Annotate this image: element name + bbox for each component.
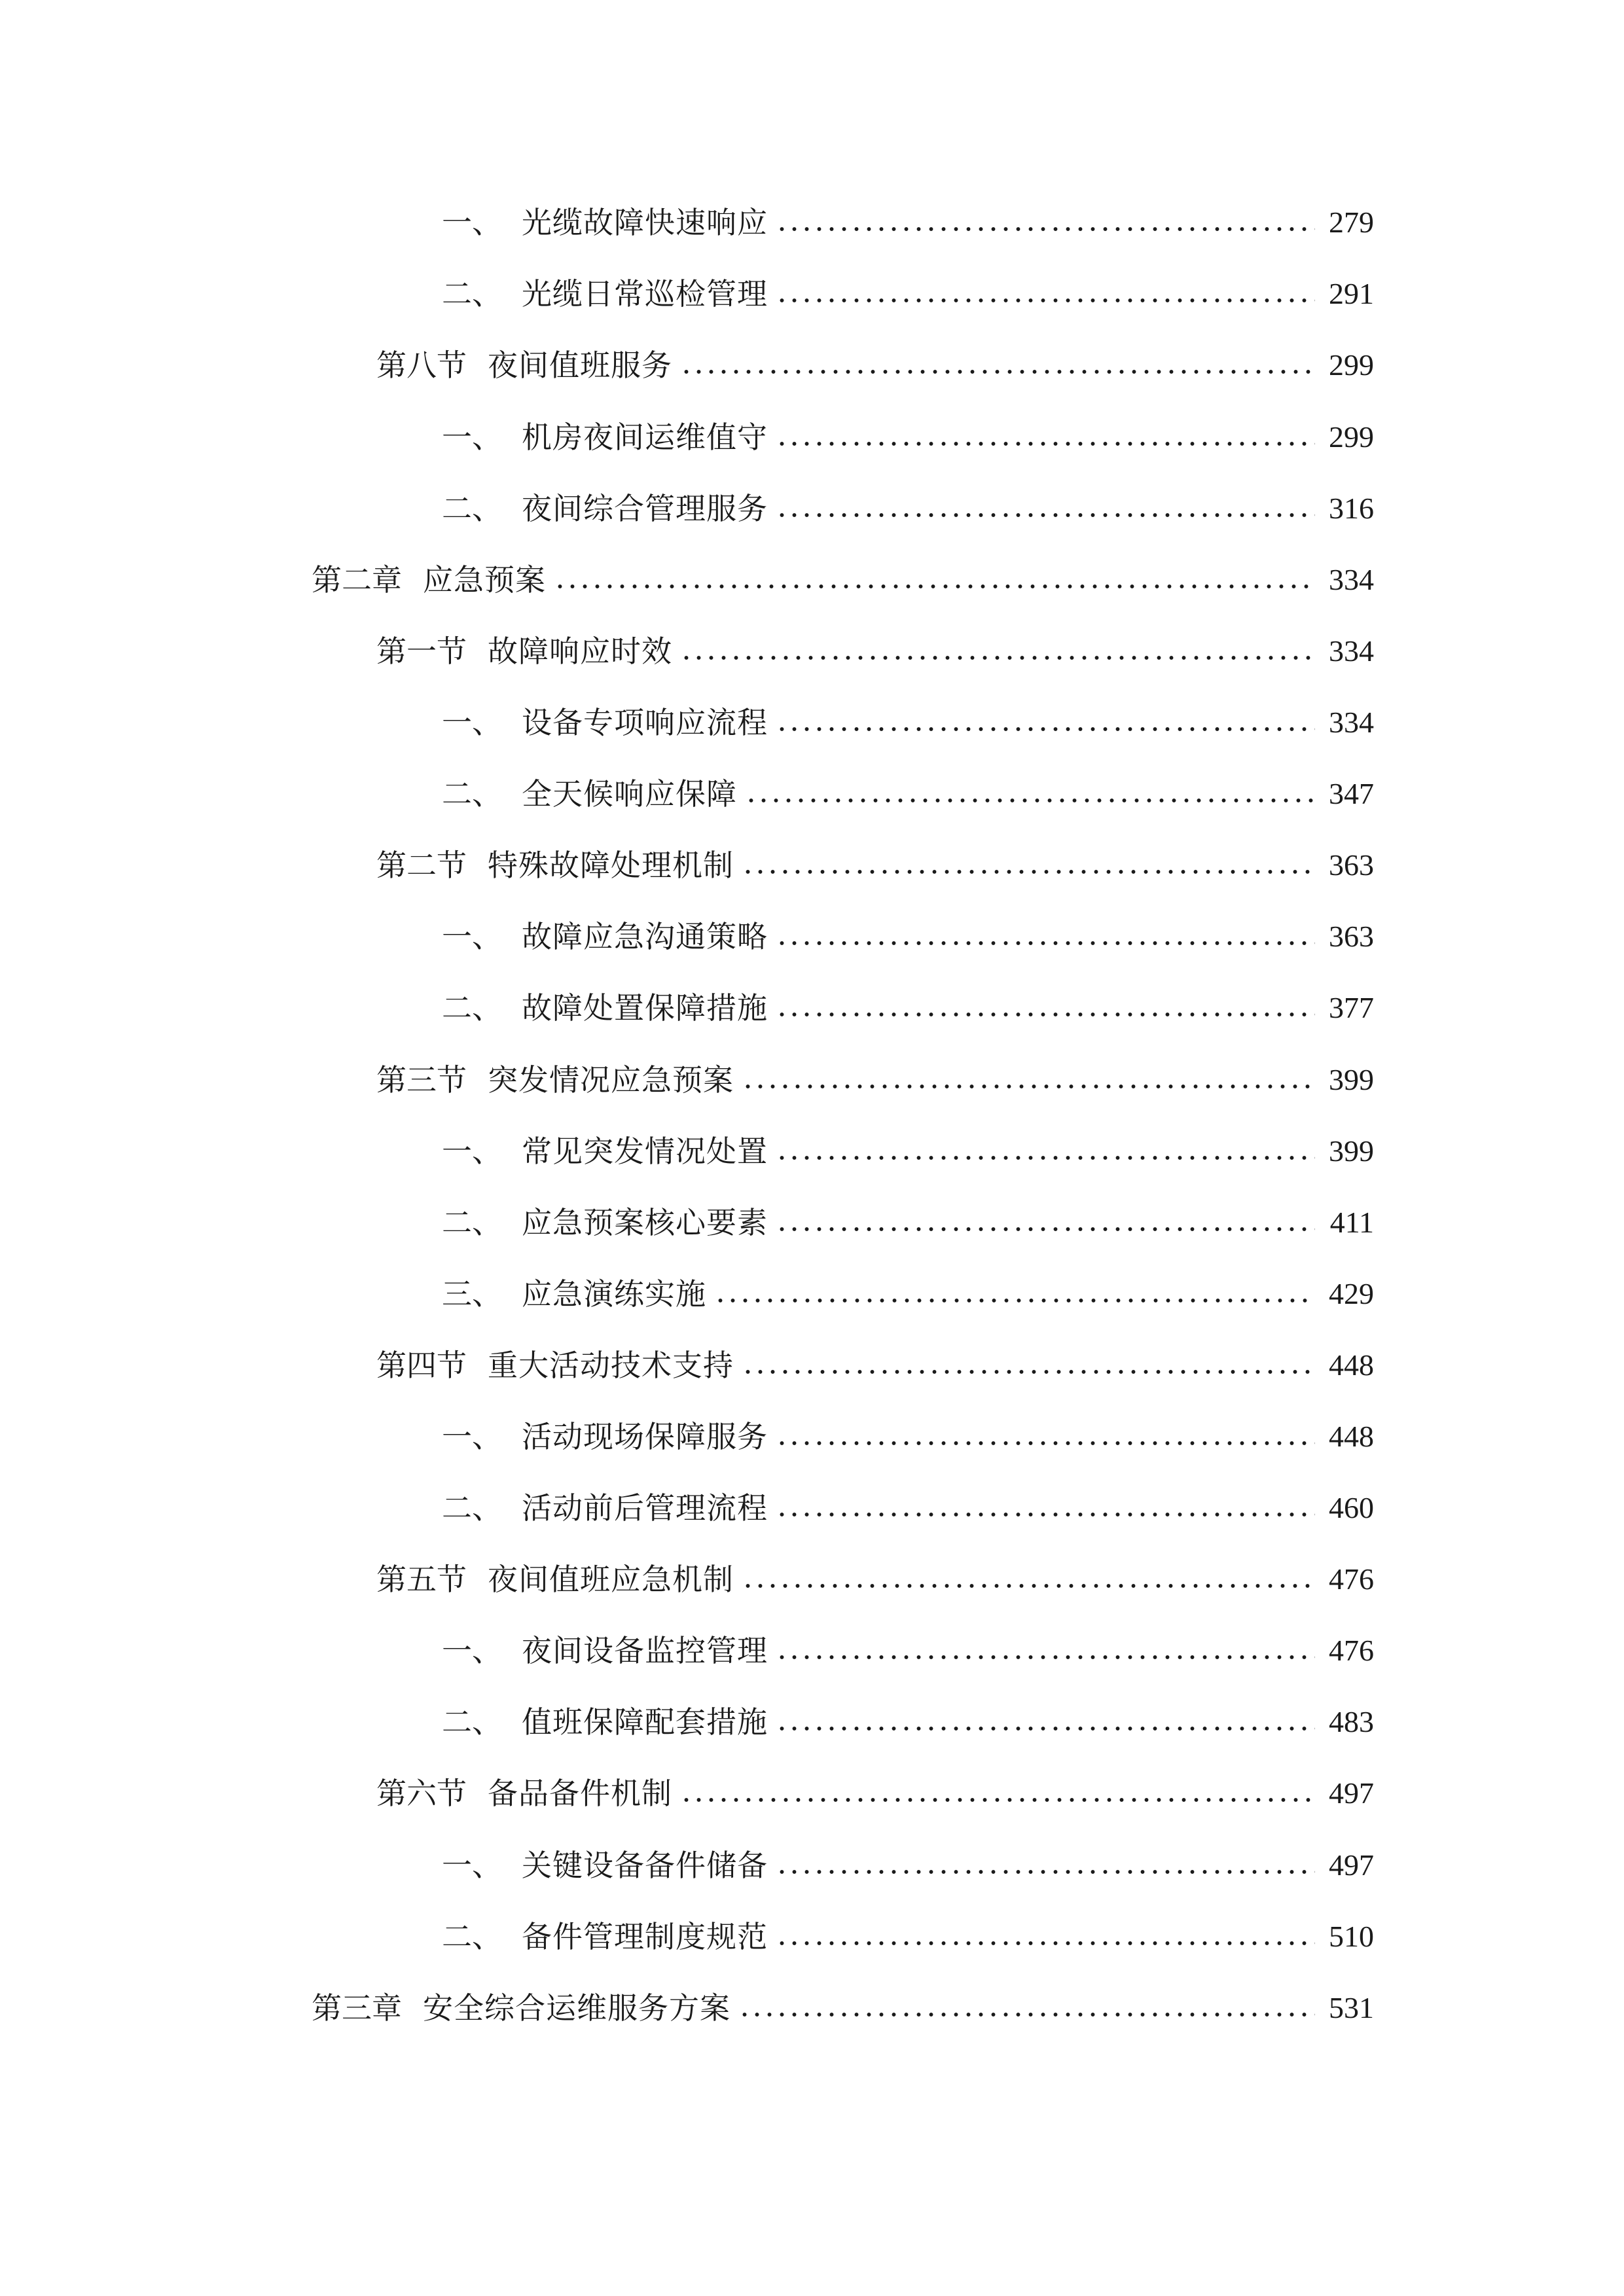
toc-entry-section-2[interactable] [442, 1190, 1374, 1242]
toc-entry-chapter-3[interactable] [312, 1975, 1374, 2028]
toc-entry-page-number: 531 [1329, 1991, 1374, 2024]
toc-entry-page-number: 299 [1329, 348, 1374, 382]
dot-leader [776, 1653, 1315, 1661]
toc-entry-page-number: 510 [1329, 1920, 1374, 1953]
dot-leader [745, 797, 1315, 804]
dot-leader [554, 583, 1315, 590]
toc-entry-page-number: 411 [1329, 1206, 1374, 1239]
toc-entry-number: 一、 [442, 420, 502, 455]
toc-entry-page-number: 334 [1329, 563, 1374, 596]
toc-entry-section-2[interactable] [442, 476, 1374, 528]
toc-entry-page-number: 347 [1329, 777, 1374, 810]
toc-entry-section-1[interactable] [442, 1833, 1374, 1885]
dot-leader [776, 1011, 1315, 1018]
toc-entry-page-number: 448 [1329, 1348, 1374, 1382]
dot-leader [776, 725, 1315, 733]
dot-leader [776, 1725, 1315, 1732]
toc-entry-page-number: 460 [1329, 1491, 1374, 1524]
toc-entry-number: 二、 [442, 491, 502, 526]
toc-entry-title: 重大活动技术支持 [488, 1348, 734, 1383]
toc-entry-number: 第三节 [376, 1062, 467, 1098]
toc-entry-number: 第六节 [376, 1776, 467, 1811]
toc-entry-section-2[interactable] [442, 1689, 1374, 1742]
toc-entry-page-number: 299 [1329, 420, 1374, 454]
dot-leader [738, 2011, 1315, 2018]
toc-entry-page-number: 497 [1329, 1848, 1374, 1882]
toc-entry-chapter-2[interactable] [312, 547, 1374, 600]
toc-entry-title: 活动现场保障服务 [522, 1419, 768, 1454]
toc-entry-title: 备品备件机制 [488, 1776, 672, 1811]
toc-entry-title: 备件管理制度规范 [522, 1919, 768, 1954]
toc-entry-subchapter-2[interactable] [376, 833, 1374, 885]
toc-entry-title: 故障响应时效 [488, 634, 672, 669]
toc-entry-number: 第四节 [376, 1348, 467, 1383]
toc-entry-title: 设备专项响应流程 [522, 705, 768, 740]
toc-entry-section-1[interactable] [442, 690, 1374, 742]
toc-entry-page-number: 334 [1329, 706, 1374, 739]
toc-entry-number: 二、 [442, 276, 502, 312]
toc-entry-section-2[interactable] [442, 261, 1374, 314]
dot-leader [776, 1154, 1315, 1162]
toc-entry-page-number: 429 [1329, 1277, 1374, 1310]
toc-entry-title: 夜间设备监控管理 [522, 1633, 768, 1668]
toc-entry-section-1[interactable] [442, 190, 1374, 242]
dot-leader [742, 1083, 1315, 1090]
toc-entry-section-1[interactable] [442, 1119, 1374, 1171]
dot-leader [742, 1582, 1315, 1590]
toc-entry-title: 应急演练实施 [522, 1276, 706, 1312]
dot-leader [714, 1297, 1315, 1304]
toc-entry-section-2[interactable] [442, 1475, 1374, 1528]
toc-entry-title: 活动前后管理流程 [522, 1490, 768, 1526]
dot-leader [776, 939, 1315, 947]
toc-entry-number: 二、 [442, 776, 502, 812]
toc-entry-number: 一、 [442, 1419, 502, 1454]
dot-leader [776, 1225, 1315, 1233]
toc-entry-number: 第五节 [376, 1562, 467, 1597]
toc-entry-title: 机房夜间运维值守 [522, 420, 768, 455]
toc-entry-number: 第三章 [312, 1990, 402, 2026]
toc-entry-subchapter-4[interactable] [376, 1333, 1374, 1385]
toc-entry-title: 特殊故障处理机制 [488, 848, 734, 883]
toc-entry-section-1[interactable] [442, 904, 1374, 956]
toc-entry-title: 常见突发情况处置 [522, 1134, 768, 1169]
toc-entry-title: 光缆日常巡检管理 [522, 276, 768, 312]
toc-entry-section-2[interactable] [442, 761, 1374, 814]
dot-leader [680, 368, 1315, 376]
toc-entry-number: 一、 [442, 919, 502, 954]
dot-leader [776, 1868, 1315, 1876]
toc-entry-subchapter-5[interactable] [376, 1547, 1374, 1599]
toc-entry-section-1[interactable] [442, 404, 1374, 457]
toc-entry-page-number: 497 [1329, 1776, 1374, 1810]
dot-leader [680, 1796, 1315, 1804]
toc-entry-page-number: 316 [1329, 492, 1374, 525]
toc-entry-title: 关键设备备件储备 [522, 1848, 768, 1883]
dot-leader [776, 511, 1315, 519]
toc-entry-page-number: 279 [1329, 206, 1374, 239]
toc-entry-number: 一、 [442, 705, 502, 740]
toc-entry-number: 二、 [442, 990, 502, 1026]
toc-entry-section-1[interactable] [442, 1618, 1374, 1670]
toc-entry-number: 一、 [442, 1134, 502, 1169]
dot-leader [742, 868, 1315, 876]
dot-leader [680, 654, 1315, 662]
toc-entry-number: 三、 [442, 1276, 502, 1312]
dot-leader [776, 1439, 1315, 1447]
toc-entry-page-number: 363 [1329, 848, 1374, 882]
toc-entry-number: 二、 [442, 1490, 502, 1526]
toc-entry-number: 一、 [442, 1633, 502, 1668]
toc-entry-page-number: 448 [1329, 1420, 1374, 1453]
toc-entry-page-number: 476 [1329, 1634, 1374, 1667]
toc-entry-number: 一、 [442, 1848, 502, 1883]
toc-entry-title: 夜间值班服务 [488, 348, 672, 383]
toc-entry-page-number: 399 [1329, 1063, 1374, 1096]
toc-entry-page-number: 334 [1329, 634, 1374, 668]
toc-entry-section-3[interactable] [442, 1261, 1374, 1314]
dot-leader [776, 1511, 1315, 1518]
toc-entry-title: 值班保障配套措施 [522, 1704, 768, 1740]
toc-entry-page-number: 476 [1329, 1562, 1374, 1596]
toc-entry-number: 第一节 [376, 634, 467, 669]
toc-entry-title: 安全综合运维服务方案 [423, 1990, 731, 2026]
dot-leader [776, 440, 1315, 448]
toc-entry-page-number: 377 [1329, 991, 1374, 1024]
toc-entry-title: 突发情况应急预案 [488, 1062, 734, 1098]
toc-entry-page-number: 399 [1329, 1134, 1374, 1168]
toc-entry-title: 应急预案 [423, 562, 546, 598]
toc-entry-number: 二、 [442, 1205, 502, 1240]
toc-entry-number: 第八节 [376, 348, 467, 383]
toc-entry-subchapter-3[interactable] [376, 1047, 1374, 1100]
toc-entry-section-2[interactable] [442, 975, 1374, 1028]
toc-entry-page-number: 291 [1329, 277, 1374, 310]
dot-leader [776, 296, 1315, 304]
toc-entry-number: 一、 [442, 205, 502, 240]
toc-entry-title: 故障应急沟通策略 [522, 919, 768, 954]
toc-entry-section-2[interactable] [442, 1904, 1374, 1956]
toc-entry-subchapter-1[interactable] [376, 619, 1374, 671]
dot-leader [742, 1368, 1315, 1376]
toc-entry-title: 夜间值班应急机制 [488, 1562, 734, 1597]
toc-entry-title: 故障处置保障措施 [522, 990, 768, 1026]
dot-leader [776, 1939, 1315, 1947]
toc-entry-page-number: 483 [1329, 1705, 1374, 1738]
toc-entry-title: 应急预案核心要素 [522, 1205, 768, 1240]
dot-leader [776, 225, 1315, 233]
toc-entry-number: 二、 [442, 1704, 502, 1740]
toc-entry-page-number: 363 [1329, 920, 1374, 953]
toc-entry-title: 光缆故障快速响应 [522, 205, 768, 240]
toc-entry-number: 第二节 [376, 848, 467, 883]
toc-entry-section-1[interactable] [442, 1404, 1374, 1456]
toc-entry-title: 夜间综合管理服务 [522, 491, 768, 526]
toc-entry-number: 第二章 [312, 562, 402, 598]
toc-entry-number: 二、 [442, 1919, 502, 1954]
toc-entry-title: 全天候响应保障 [522, 776, 737, 812]
toc-entry-subchapter-8[interactable] [376, 332, 1374, 385]
toc-entry-subchapter-6[interactable] [376, 1761, 1374, 1813]
